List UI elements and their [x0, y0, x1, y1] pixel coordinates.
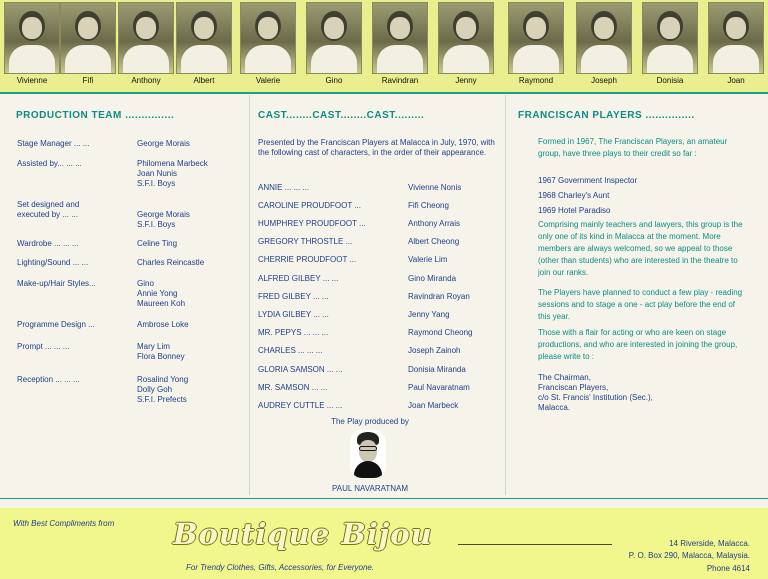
- photo-caption: Joseph: [591, 76, 617, 85]
- cast-role: MR. SAMSON ... ...: [258, 383, 328, 392]
- cast-photo: [436, 2, 496, 89]
- play-entry: 1967 Government Inspector: [538, 176, 638, 185]
- cast-actor: Jenny Yang: [408, 310, 450, 319]
- photo-caption: Donisia: [656, 76, 684, 85]
- cast-role: GREGORY THROSTLE ...: [258, 237, 353, 246]
- cast-photo: [304, 2, 364, 89]
- produced-by-label: The Play produced by: [331, 417, 409, 426]
- cast-role: GLORIA SAMSON ... ...: [258, 365, 343, 374]
- play-entry: 1969 Hotel Paradiso: [538, 206, 611, 215]
- cast-actor: Paul Navaratnam: [408, 383, 470, 392]
- sponsor-tagline: For Trendy Clothes, Gifts, Accessories, for Everyone.: [186, 563, 375, 572]
- cast-photo: [706, 2, 766, 89]
- photo-caption: Ravindran: [381, 76, 419, 85]
- cast-actor: Donisia Miranda: [408, 365, 466, 374]
- photo-caption: Joan: [727, 76, 745, 85]
- production-team-title: PRODUCTION TEAM ...............: [16, 110, 175, 121]
- production-role: Wardrobe ... ... ...: [17, 239, 79, 248]
- compliments-text: With Best Compliments from: [13, 519, 115, 528]
- cast-intro: Presented by the Franciscan Players at Malacca in July, 1970, with the following cast of characters, in the order of their appearance.: [258, 138, 495, 157]
- production-names: George Morais S.F.I. Boys: [137, 210, 190, 229]
- sponsor-phone: Phone 4614: [706, 564, 750, 573]
- photo-caption: Jenny: [455, 76, 477, 85]
- footer-rule: [0, 498, 768, 499]
- players-para: The Players have planned to conduct a few play - reading sessions and to stage a one - act play before the end of this year.: [538, 288, 743, 321]
- cast-photo: [574, 2, 634, 89]
- production-role: Set designed and executed by ... ...: [17, 200, 80, 219]
- contact-address: The Chairman, Franciscan Players, c/o St. Francis' Institution (Sec.), Malacca.: [538, 373, 653, 412]
- cast-actor: Vivienne Nonis: [408, 183, 462, 192]
- production-names: Charles Reincastle: [137, 258, 205, 267]
- cast-photo: [238, 2, 298, 89]
- cast-actor: Ravindran Royan: [408, 292, 470, 301]
- production-names: Rosalind Yong Dolly Goh S.F.I. Prefects: [137, 375, 189, 404]
- cast-actor: Joseph Zainoh: [408, 346, 461, 355]
- photo-caption: Anthony: [131, 76, 161, 85]
- cast-actor: Gino Miranda: [408, 274, 457, 283]
- photo-caption: Gino: [325, 76, 343, 85]
- photo-strip: [0, 0, 768, 92]
- production-role: Reception ... ... ...: [17, 375, 80, 384]
- column-divider: [249, 95, 250, 495]
- cast-role: LYDIA GILBEY ... ...: [258, 310, 329, 319]
- sponsor-address: P. O. Box 290, Malacca, Malaysia.: [628, 551, 750, 560]
- players-para: Comprising mainly teachers and lawyers, this group is the only one of its kind in Malacca at the moment. More members are always welcomed, so we appeal to those (other than students) who are interested in the theatre to join our ranks.: [538, 220, 743, 277]
- production-role: Stage Manager ... ...: [17, 139, 90, 148]
- production-names: Mary Lim Flora Bonney: [137, 342, 185, 361]
- sponsor-logo: Boutique Bijou: [173, 517, 433, 551]
- cast-role: HUMPHREY PROUDFOOT ...: [258, 219, 366, 228]
- column-divider: [505, 95, 506, 495]
- cast-role: CAROLINE PROUDFOOT ...: [258, 201, 361, 210]
- play-entry: 1968 Charley's Aunt: [538, 191, 610, 200]
- production-names: Celine Ting: [137, 239, 178, 248]
- cast-role: CHERRIE PROUDFOOT ...: [258, 255, 357, 264]
- production-names: Gino Annie Yong Maureen Koh: [137, 279, 186, 308]
- brand-line: [458, 544, 612, 545]
- cast-role: AUDREY CUTTLE ... ...: [258, 401, 343, 410]
- production-role: Make-up/Hair Styles...: [17, 279, 96, 288]
- players-intro: Formed in 1967, The Franciscan Players, an amateur group, have three plays to their credit so far :: [538, 137, 728, 158]
- cast-role: ANNIE ... ... ...: [258, 183, 310, 192]
- cast-actor: Joan Marbeck: [408, 401, 459, 410]
- cast-actor: Albert Cheong: [408, 237, 460, 246]
- cast-actor: Valerie Lim: [408, 255, 448, 264]
- cast-photo: [58, 2, 118, 89]
- cast-role: MR. PEPYS ... ... ...: [258, 328, 329, 337]
- production-role: Prompt ... ... ...: [17, 342, 70, 351]
- cast-role: FRED GILBEY ... ...: [258, 292, 329, 301]
- photo-caption: Fifi: [82, 76, 94, 85]
- cast-actor: Raymond Cheong: [408, 328, 473, 337]
- production-names: Philomena Marbeck Joan Nunis S.F.I. Boys: [137, 159, 208, 188]
- cast-actor: Fifi Cheong: [408, 201, 449, 210]
- cast-actor: Anthony Arrais: [408, 219, 461, 228]
- production-role: Programme Design ...: [17, 320, 95, 329]
- photo-caption: Valerie: [255, 76, 281, 85]
- cast-photo: [370, 2, 430, 89]
- photo-caption: Raymond: [518, 76, 554, 85]
- sponsor-address: 14 Riverside, Malacca.: [669, 539, 750, 548]
- production-names: George Morais: [137, 139, 190, 148]
- cast-photo: [640, 2, 700, 89]
- cast-title: CAST........CAST........CAST.........: [258, 110, 425, 121]
- photo-caption: Vivienne: [16, 76, 48, 85]
- production-names: Ambrose Loke: [137, 320, 189, 329]
- players-para: Those with a flair for acting or who are keen on stage productions, and who are interested in joining the group, please write to :: [538, 328, 738, 361]
- top-rule: [0, 92, 768, 94]
- franciscan-players-title: FRANCISCAN PLAYERS ...............: [518, 110, 695, 121]
- cast-photo: [116, 2, 176, 89]
- cast-role: ALFRED GILBEY ... ...: [258, 274, 339, 283]
- producer-photo: [350, 430, 386, 478]
- producer-name: PAUL NAVARATNAM: [331, 484, 408, 493]
- cast-role: CHARLES ... ... ...: [258, 346, 323, 355]
- production-role: Lighting/Sound ... ...: [17, 258, 89, 267]
- photo-caption: Albert: [193, 76, 215, 85]
- production-role: Assisted by... ... ...: [17, 159, 82, 168]
- cast-photo: [174, 2, 234, 89]
- cast-photo: [506, 2, 566, 89]
